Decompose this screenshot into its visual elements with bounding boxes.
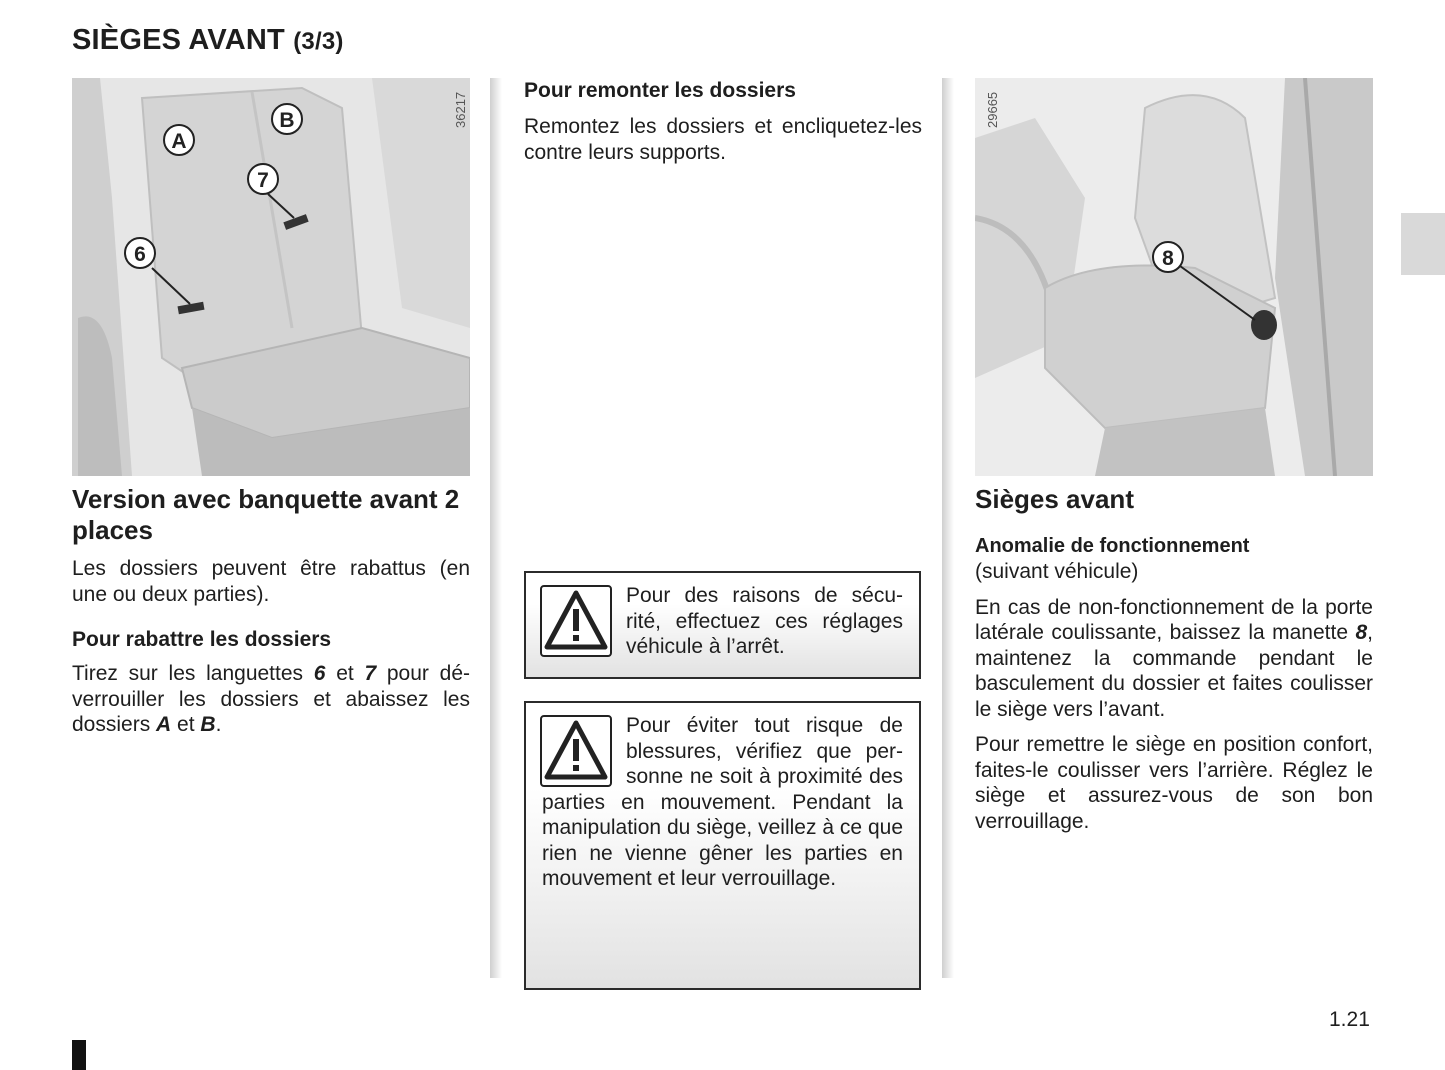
fold-instructions: Tirez sur les languettes 6 et 7 pour dé-verrouiller les dossiers et abaissez les dossiers A et B. <box>72 662 470 736</box>
warning-text-safety: Pour des raisons de sécu-rité, effectuez ces réglages véhicule à l’arrêt. <box>626 584 903 658</box>
figure-code: 36217 <box>453 91 468 128</box>
ref-A: A <box>156 713 172 736</box>
front-seats-heading: Sièges avant <box>975 484 1134 514</box>
warning-triangle-icon <box>540 715 612 787</box>
chapter-thumb-tab <box>1401 213 1445 275</box>
column-divider-left <box>490 78 502 978</box>
fold-subheading: Pour rabattre les dossiers <box>72 628 332 651</box>
raise-text: Remontez les dossiers et encliquetez-les contre leurs supports. <box>524 115 922 164</box>
page-title-main: SIÈGES AVANT <box>72 24 285 56</box>
page-number: 1.21 <box>1329 1008 1370 1031</box>
raise-subheading: Pour remonter les dossiers <box>524 79 796 102</box>
right-column <box>975 78 1373 834</box>
left-column <box>72 78 470 738</box>
callout-B-label: B <box>279 109 295 132</box>
bench-seat-figure <box>72 78 470 476</box>
corner-mark <box>72 1040 86 1070</box>
bench-seat-illustration <box>72 78 470 476</box>
ref-8: 8 <box>1355 621 1368 644</box>
warning-box-injury <box>524 701 921 990</box>
malfunction-subheading: Anomalie de fonctionnement <box>975 535 1250 557</box>
bench-intro-text: Les dossiers peuvent être rabattus (en une ou deux parties). <box>72 557 470 606</box>
callout-6 <box>125 238 155 268</box>
malfunction-note: (suivant véhicule) <box>975 560 1139 583</box>
bench-section-heading: Version avec banquette avant 2 places <box>72 484 460 545</box>
callout-B <box>272 104 302 134</box>
callout-A-label: A <box>171 130 187 153</box>
callout-8-label: 8 <box>1162 247 1174 270</box>
malfunction-text: En cas de non-fonctionnement de la porte latérale coulissante, baissez la manette 8, maintenez la commande pendant le basculement du dossier et faites coulisser le siège vers l’avant. <box>975 595 1373 721</box>
front-seat-illustration <box>975 78 1373 476</box>
middle-column <box>524 78 922 165</box>
comfort-position-text: Pour remettre le siège en position confort, faites-le coulisser vers l’arrière. Réglez le siège et assurez-vous de son bon verrouillage. <box>975 733 1373 833</box>
callout-6-label: 6 <box>134 243 146 266</box>
callout-A <box>164 125 194 155</box>
warning-text-injury: Pour éviter tout risque de blessures, vérifiez que per-sonne ne soit à proximité des parties en mouvement. Pendant la manipulation du siège, veillez à ce que rien ne vienne gêner les parties en mouvement et leur verrouillage. <box>542 714 903 890</box>
callout-8 <box>1153 242 1183 272</box>
page-title-part: (3/3) <box>293 28 344 55</box>
front-seat-figure <box>975 78 1373 476</box>
column-divider-right <box>942 78 954 978</box>
ref-6: 6 <box>313 662 326 685</box>
callout-7-label: 7 <box>257 169 269 192</box>
warning-triangle-icon <box>540 585 612 657</box>
ref-B: B <box>200 713 216 736</box>
ref-7: 7 <box>364 662 377 685</box>
figure-code: 29665 <box>985 91 1000 128</box>
page-title <box>72 24 344 57</box>
warning-box-safety <box>524 571 921 679</box>
callout-7 <box>248 164 278 194</box>
